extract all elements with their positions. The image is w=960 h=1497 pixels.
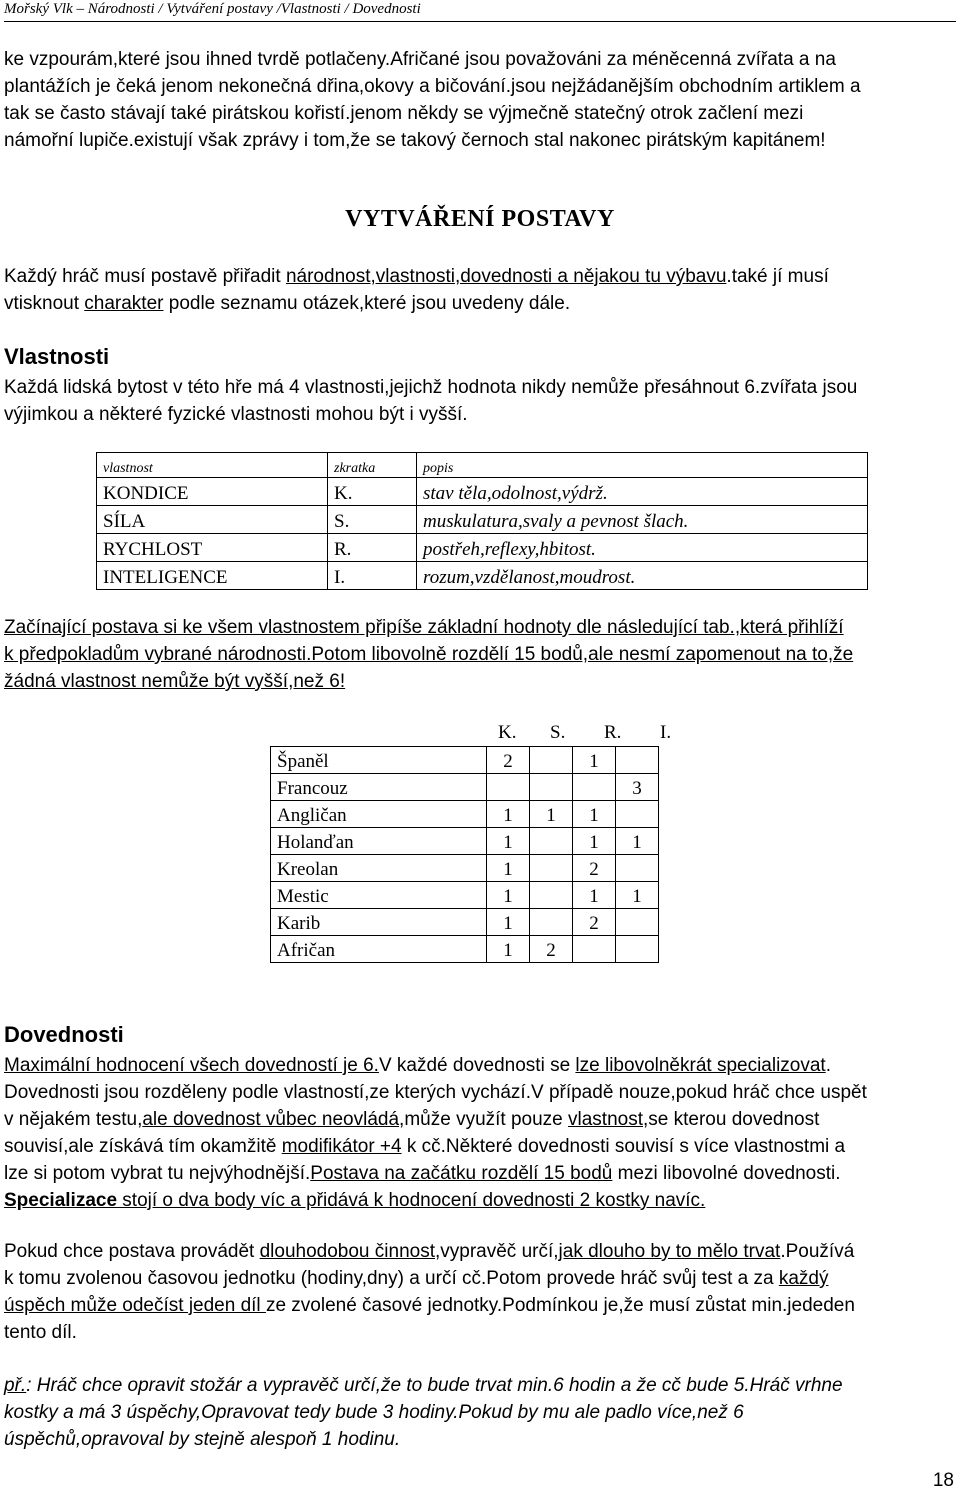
nationality-name: Karib bbox=[271, 909, 487, 936]
vlastnosti-line: výjimkou a některé fyzické vlastnosti mohou být i vyšší. bbox=[4, 404, 468, 425]
attributes-table bbox=[96, 452, 868, 590]
attr-desc: muskulatura,svaly a pevnost šlach. bbox=[417, 506, 868, 534]
dov-line: Dovednosti jsou rozděleny podle vlastností,ze kterých vychází.V případě nouze,pokud hráč chce uspět bbox=[4, 1082, 867, 1103]
value-cell: 1 bbox=[487, 909, 530, 936]
table-header-cell: zkratka bbox=[328, 453, 417, 478]
attr-name: INTELIGENCE bbox=[97, 562, 328, 590]
example-text: : Hráč chce opravit stožár a vypravěč určí,že to bude trvat min.6 hodin a že cč bude 5.Hráč vrhne bbox=[26, 1375, 843, 1396]
table-row bbox=[97, 562, 868, 590]
nationality-name: Holanďan bbox=[271, 828, 487, 855]
dov-text: souvisí,ale získává tím okamžitě bbox=[4, 1136, 282, 1157]
value-cell: 1 bbox=[487, 828, 530, 855]
attr-abbrev: S. bbox=[328, 506, 417, 534]
start-paragraph bbox=[4, 614, 948, 695]
start-text: k předpokladům vybrané národnosti bbox=[4, 644, 307, 665]
nat-header-r: R. bbox=[604, 722, 622, 743]
attr-desc: stav těla,odolnost,výdrž. bbox=[417, 478, 868, 506]
value-cell: 1 bbox=[616, 828, 659, 855]
creation-paragraph bbox=[4, 263, 948, 317]
value-cell bbox=[616, 909, 659, 936]
value-cell: 1 bbox=[573, 882, 616, 909]
nationality-name: Španěl bbox=[271, 747, 487, 774]
creation-underlined: charakter bbox=[84, 293, 164, 314]
creation-text: vtisknout bbox=[4, 293, 85, 314]
value-cell bbox=[616, 855, 659, 882]
vlastnosti-line: Každá lidská bytost v této hře má 4 vlastnosti,jejichž hodnota nikdy nemůže přesáhnout 6.zvířata jsou bbox=[4, 377, 858, 398]
dov-text: mezi libovolné dovednosti. bbox=[612, 1163, 841, 1184]
creation-text: .také jí musí bbox=[726, 266, 829, 287]
attr-name: KONDICE bbox=[97, 478, 328, 506]
table-row bbox=[271, 747, 659, 774]
table-row bbox=[271, 801, 659, 828]
attr-abbrev: R. bbox=[328, 534, 417, 562]
dov-text: lze si potom vybrat tu nejvýhodnější. bbox=[4, 1163, 311, 1184]
dov-text: ,se kterou dovednost bbox=[643, 1109, 820, 1130]
value-cell: 1 bbox=[573, 801, 616, 828]
value-cell: 2 bbox=[487, 747, 530, 774]
value-cell: 1 bbox=[487, 882, 530, 909]
nationality-name: Mestic bbox=[271, 882, 487, 909]
value-cell bbox=[530, 882, 573, 909]
vlastnosti-paragraph bbox=[4, 374, 948, 428]
value-cell bbox=[530, 747, 573, 774]
dov-text: lze libovolněkrát specializovat bbox=[575, 1055, 826, 1076]
section-title: VYTVÁŘENÍ POSTAVY bbox=[345, 206, 615, 232]
table-header-cell: popis bbox=[417, 453, 868, 478]
value-cell: 1 bbox=[530, 801, 573, 828]
la-text: Pokud chce postava provádět bbox=[4, 1241, 260, 1262]
table-row bbox=[97, 534, 868, 562]
attr-desc: rozum,vzdělanost,moudrost. bbox=[417, 562, 868, 590]
table-row bbox=[271, 882, 659, 909]
table-header-row bbox=[97, 453, 868, 478]
example-line: úspěchů,opravoval by stejně alespoň 1 hodinu. bbox=[4, 1429, 401, 1450]
intro-line: plantážích je čeká jenom nekonečná dřina,okovy a bičování.jsou nejžádanějším obchodním artiklem a bbox=[4, 76, 861, 97]
nat-header-i: I. bbox=[660, 722, 672, 743]
creation-underlined: národnost,vlastnosti,dovednosti a nějakou tu výbavu bbox=[285, 266, 727, 287]
la-text: úspěch může odečíst jeden díl bbox=[4, 1295, 266, 1316]
dov-text: . bbox=[825, 1055, 831, 1076]
value-cell bbox=[573, 774, 616, 801]
attr-desc: postřeh,reflexy,hbitost. bbox=[417, 534, 868, 562]
table-row bbox=[271, 774, 659, 801]
table-row bbox=[97, 506, 868, 534]
nationality-name: Kreolan bbox=[271, 855, 487, 882]
value-cell: 3 bbox=[616, 774, 659, 801]
example-line: kostky a má 3 úspěchy,Opravovat tedy bude 3 hodiny.Pokud by mu ale padlo více,než 6 bbox=[4, 1402, 744, 1423]
la-text: .Používá bbox=[780, 1241, 855, 1262]
table-row bbox=[97, 478, 868, 506]
value-cell: 1 bbox=[616, 882, 659, 909]
table-row bbox=[271, 909, 659, 936]
long-activity-paragraph bbox=[4, 1238, 948, 1346]
dov-text: ,může využít pouze bbox=[399, 1109, 569, 1130]
la-text: ze zvolené časové jednotky.Podmínkou je,že musí zůstat min.jededen bbox=[265, 1295, 855, 1316]
table-row bbox=[271, 828, 659, 855]
value-cell: 2 bbox=[573, 909, 616, 936]
dov-text: Maximální hodnocení všech dovedností je 6. bbox=[4, 1055, 379, 1076]
la-text: dlouhodobou činnost bbox=[259, 1241, 435, 1262]
start-text: .Potom libovolně rozdělí 15 bodů,ale nesmí zapomenout na to,že bbox=[306, 644, 854, 665]
value-cell bbox=[530, 855, 573, 882]
value-cell: 1 bbox=[487, 801, 530, 828]
value-cell bbox=[616, 936, 659, 963]
value-cell bbox=[530, 828, 573, 855]
la-text: ,vypravěč určí, bbox=[434, 1241, 559, 1262]
intro-line: tak se často stávají také pirátskou kořistí.jenom někdy se výjmečně statečný otrok začlení mezi bbox=[4, 103, 804, 124]
nationality-name: Angličan bbox=[271, 801, 487, 828]
nat-header-s: S. bbox=[550, 722, 566, 743]
value-cell bbox=[616, 747, 659, 774]
dov-text: v nějakém testu, bbox=[4, 1109, 143, 1130]
nationality-name: Francouz bbox=[271, 774, 487, 801]
nationality-table bbox=[270, 746, 659, 963]
nationality-name: Afričan bbox=[271, 936, 487, 963]
attr-abbrev: I. bbox=[328, 562, 417, 590]
attr-name: SÍLA bbox=[97, 506, 328, 534]
la-text: k tomu zvolenou časovou jednotku (hodiny,dny) a určí cč.Potom provede hráč svůj test a za bbox=[4, 1268, 779, 1289]
dov-text: stojí o dva body víc a přidává k hodnocení dovednosti 2 kostky navíc. bbox=[117, 1190, 706, 1211]
dov-text: vlastnost bbox=[568, 1109, 643, 1130]
dov-text: V každé dovednosti se bbox=[378, 1055, 576, 1076]
value-cell bbox=[530, 909, 573, 936]
attr-abbrev: K. bbox=[328, 478, 417, 506]
value-cell bbox=[616, 801, 659, 828]
intro-paragraph bbox=[4, 46, 948, 154]
dov-text: ale dovednost vůbec neovládá bbox=[142, 1109, 400, 1130]
value-cell bbox=[487, 774, 530, 801]
value-cell: 1 bbox=[573, 747, 616, 774]
la-line: tento díl. bbox=[4, 1322, 77, 1343]
table-row bbox=[271, 855, 659, 882]
table-row bbox=[271, 936, 659, 963]
value-cell: 1 bbox=[487, 855, 530, 882]
attr-name: RYCHLOST bbox=[97, 534, 328, 562]
page-header: Mořský Vlk – Národnosti / Vytváření postavy /Vlastnosti / Dovednosti bbox=[4, 0, 956, 22]
value-cell: 1 bbox=[573, 828, 616, 855]
nat-header-k: K. bbox=[498, 722, 517, 743]
creation-text: podle seznamu otázek,které jsou uvedeny dále. bbox=[163, 293, 571, 314]
value-cell bbox=[530, 774, 573, 801]
value-cell: 2 bbox=[530, 936, 573, 963]
start-line: žádná vlastnost nemůže být vyšší,než 6! bbox=[4, 671, 346, 692]
dov-text: Specializace bbox=[4, 1190, 118, 1211]
la-text: každý bbox=[778, 1268, 829, 1289]
value-cell bbox=[573, 936, 616, 963]
value-cell: 2 bbox=[573, 855, 616, 882]
dovednosti-paragraph bbox=[4, 1052, 948, 1214]
example-text: př. bbox=[4, 1375, 27, 1396]
la-text: jak dlouho by to mělo trvat bbox=[558, 1241, 781, 1262]
example-paragraph bbox=[4, 1372, 948, 1453]
dov-text: modifikátor +4 bbox=[281, 1136, 402, 1157]
dov-text: Postava na začátku rozdělí 15 bodů bbox=[310, 1163, 613, 1184]
intro-line: ke vzpourám,které jsou ihned tvrdě potlačeny.Afričané jsou považováni za méněcenná zvířata a na bbox=[4, 49, 836, 70]
dovednosti-heading: Dovednosti bbox=[4, 1022, 124, 1047]
intro-line: námořní lupiče.existují však zprávy i tom,že se takový černoch stal nakonec pirátským kapitánem! bbox=[4, 130, 826, 151]
page-number: 18 bbox=[932, 1470, 954, 1491]
vlastnosti-heading: Vlastnosti bbox=[4, 344, 110, 369]
table-header-cell: vlastnost bbox=[97, 453, 328, 478]
start-line: Začínající postava si ke všem vlastnostem připíše základní hodnoty dle následující tab.,která přihlíží bbox=[4, 617, 844, 638]
creation-text: Každý hráč musí postavě přiřadit bbox=[4, 266, 286, 287]
dov-text: k cč.Některé dovednosti souvisí s více vlastnostmi a bbox=[401, 1136, 846, 1157]
value-cell: 1 bbox=[487, 936, 530, 963]
